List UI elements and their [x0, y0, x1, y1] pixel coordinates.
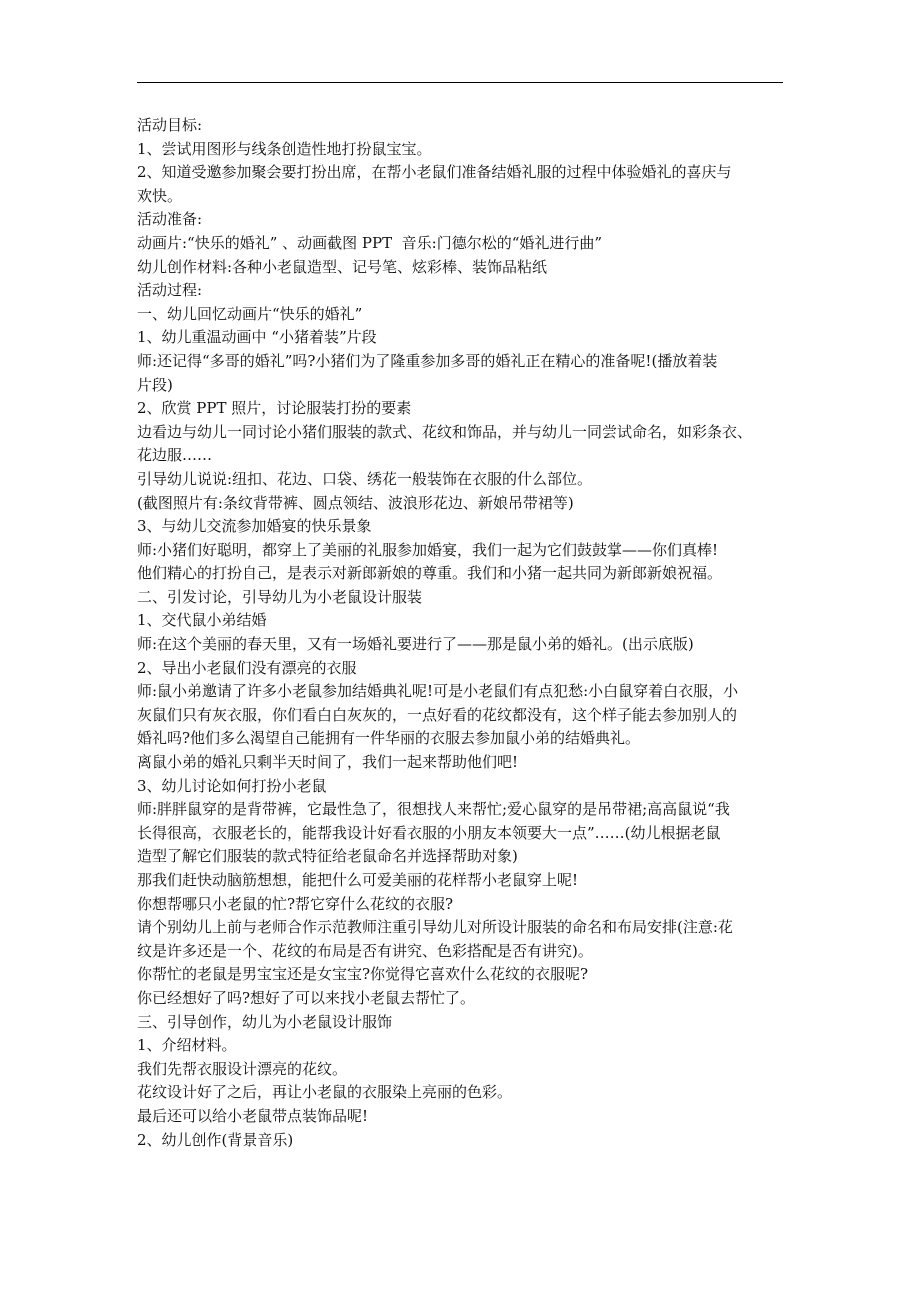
text-line: 1、交代鼠小弟结婚: [137, 611, 267, 630]
text-line: 边看边与幼儿一同讨论小猪们服装的款式、花纹和饰品，并与幼儿一同尝试命名，如彩条衣、: [137, 422, 753, 441]
text-line: 一、幼儿回忆动画片“快乐的婚礼”: [137, 304, 363, 323]
text-line: 离鼠小弟的婚礼只剩半天时间了，我们一起来帮助他们吧!: [137, 753, 519, 772]
text-line: 最后还可以给小老鼠带点装饰品呢!: [137, 1106, 369, 1125]
text-line: 灰鼠们只有灰衣服，你们看白白灰灰的，一点好看的花纹都没有，这个样子能去参加别人的: [137, 705, 738, 724]
text-line: 婚礼吗?他们多么渴望自己能拥有一件华丽的衣服去参加鼠小弟的结婚典礼。: [137, 729, 641, 748]
text-line: 1、尝试用图形与线条创造性地打扮鼠宝宝。: [137, 139, 432, 158]
text-line: 你想帮哪只小老鼠的忙?帮它穿什么花纹的衣服?: [137, 894, 454, 913]
section-heading-goals: 活动目标:: [137, 116, 203, 134]
section-heading-process: 活动过程:: [137, 281, 203, 300]
text-line: 请个别幼儿上前与老师合作示范教师注重引导幼儿对所设计服装的命名和布局安排(注意:花: [137, 918, 733, 937]
text-line: (截图照片有:条纹背带裤、圆点领结、波浪形花边、新娘吊带裙等): [137, 493, 574, 512]
text-line: 师:还记得“多哥的婚礼”吗?小猪们为了隆重参加多哥的婚礼正在精心的准备呢!(播放着装: [137, 351, 718, 370]
text-line: 2、导出小老鼠们没有漂亮的衣服: [137, 658, 357, 677]
text-line: 花边服……: [137, 446, 213, 465]
text-line: 我们先帮衣服设计漂亮的花纹。: [137, 1059, 348, 1078]
text-line: 你已经想好了吗?想好了可以来找小老鼠去帮忙了。: [137, 988, 476, 1007]
text-line: 2、欣赏 PPT 照片，讨论服装打扮的要素: [137, 399, 412, 418]
text-line: 长得很高，衣服老长的，能帮我设计好看衣服的小朋友本领要大一点”……(幼儿根据老鼠: [137, 823, 721, 842]
document-body: [137, 114, 785, 1152]
text-line: 幼儿创作材料:各种小老鼠造型、记号笔、炫彩棒、装饰品粘纸: [137, 257, 548, 276]
text-line: 3、幼儿讨论如何打扮小老鼠: [137, 776, 327, 795]
text-line: 1、幼儿重温动画中 “小猪着装”片段: [137, 328, 377, 347]
text-line: 他们精心的打扮自己，是表示对新郎新娘的尊重。我们和小猪一起共同为新郎新娘祝福。: [137, 564, 723, 583]
text-line: 动画片:“快乐的婚礼” 、动画截图 PPT 音乐:门德尔松的“婚礼进行曲”: [137, 233, 603, 252]
text-line: 引导幼儿说说:纽扣、花边、口袋、绣花一般装饰在衣服的什么部位。: [137, 469, 593, 488]
text-line: 你帮忙的老鼠是男宝宝还是女宝宝?你觉得它喜欢什么花纹的衣服呢?: [137, 965, 589, 984]
text-line: 2、幼儿创作(背景音乐): [137, 1130, 294, 1149]
text-line: 三、引导创作，幼儿为小老鼠设计服饰: [137, 1012, 393, 1031]
text-line: 师:鼠小弟邀请了许多小老鼠参加结婚典礼呢!可是小老鼠们有点犯愁:小白鼠穿着白衣服，小: [137, 682, 739, 701]
text-line: 纹是许多还是一个、花纹的布局是否有讲究、色彩搭配是否有讲究)。: [137, 941, 593, 960]
text-line: 1、介绍材料。: [137, 1036, 237, 1055]
header-rule: [137, 82, 783, 83]
text-line: 师:胖胖鼠穿的是背带裤，它最性急了，很想找人来帮忙;爱心鼠穿的是吊带裙;高高鼠说“我: [137, 800, 730, 819]
text-line: 那我们赶快动脑筋想想，能把什么可爱美丽的花样帮小老鼠穿上呢!: [137, 871, 579, 889]
text-line: 花纹设计好了之后，再让小老鼠的衣服染上亮丽的色彩。: [137, 1083, 513, 1102]
text-line: 二、引发讨论，引导幼儿为小老鼠设计服装: [137, 587, 423, 606]
text-line: 师:在这个美丽的春天里，又有一场婚礼要进行了——那是鼠小弟的婚礼。(出示底版): [137, 635, 694, 654]
text-line: 2、知道受邀参加聚会要打扮出席，在帮小老鼠们准备结婚礼服的过程中体验婚礼的喜庆与: [137, 163, 732, 182]
text-line: 3、与幼儿交流参加婚宴的快乐景象: [137, 517, 372, 536]
text-line: 造型了解它们服装的款式特征给老鼠命名并选择帮助对象): [137, 847, 518, 866]
text-line: 片段): [137, 375, 173, 394]
text-line: 欢快。: [137, 186, 183, 205]
text-line: 师:小猪们好聪明，都穿上了美丽的礼服参加婚宴，我们一起为它们鼓鼓掌——你们真棒!: [137, 540, 719, 559]
section-heading-preparation: 活动准备:: [137, 210, 203, 229]
